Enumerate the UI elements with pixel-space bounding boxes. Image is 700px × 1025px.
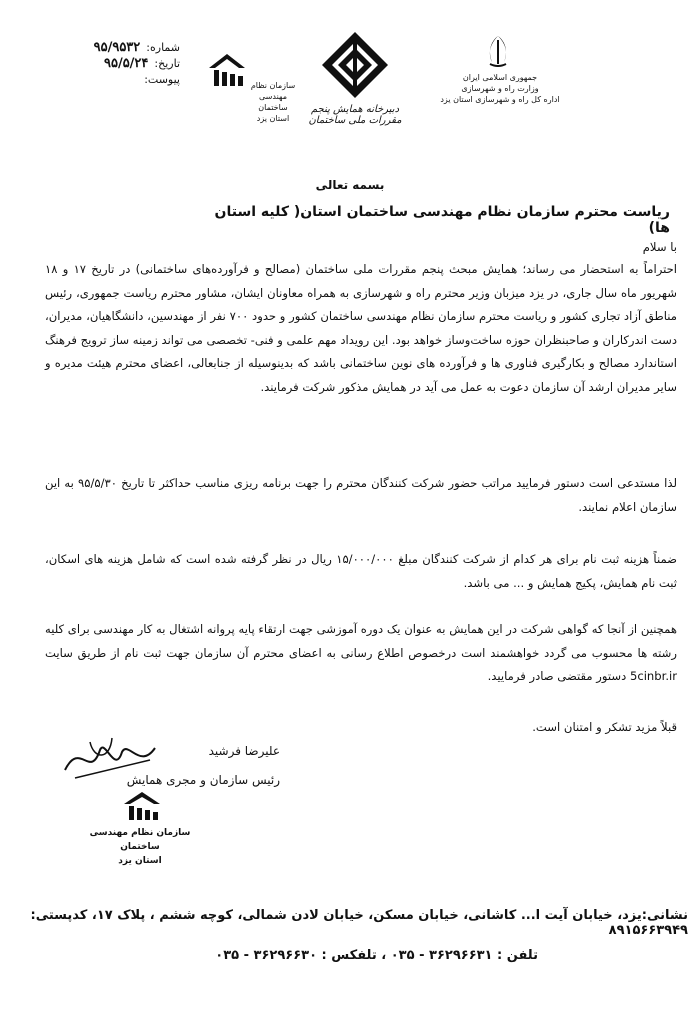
basmala: بسمه تعالی <box>315 178 385 192</box>
signer-title: رئیس سازمان و مجری همایش <box>126 773 280 787</box>
paragraph-fee: ضمناً هزینه ثبت نام برای هر کدام از شرکت کنندگان مبلغ ۱۵/۰۰۰/۰۰۰ ریال در نظر گرفته شده است که شامل هزینه های اسکان، ثبت نام همایش، پکیج همایش و ... می باشد. <box>45 552 677 590</box>
signer-name: علیرضا فرشید <box>208 744 280 758</box>
paragraph-certificate: همچنین از آنجا که گواهی شرکت در این همایش به عنوان یک دوره آموزشی جهت ارتقاء پایه پروانه اشتغال به کار مهندسی برای کلیه رشته ها محسوب می گردد خواهشمند است درخصوص اطلاع رسانی به اعضای محترم آن سازمان جهت ثبت نام از طریق سایت 5cinbr.ir دستور مقتضی صادر فرمایید. <box>45 622 677 683</box>
paragraph-registration-deadline: لذا مستدعی است دستور فرمایید مراتب حضور شرکت کنندگان محترم را جهت برنامه ریزی مناسب حداکثر تا تاریخ ۹۵/۵/۳۰ به این سازمان اعلام نمایند. <box>45 476 677 514</box>
stamp-logo <box>120 790 164 822</box>
conference-emblem-icon <box>320 30 390 100</box>
stamp-building-icon <box>120 790 164 822</box>
reference-block <box>30 40 180 88</box>
number-label: شماره: <box>146 41 180 54</box>
iran-emblem-icon <box>480 32 516 68</box>
recipient-heading: ریاست محترم سازمان نظام مهندسی ساختمان استان( کلیه استان ها) <box>214 204 670 236</box>
greeting: با سلام <box>642 240 677 254</box>
building-logo-icon <box>205 50 249 90</box>
stamp-province: استان یزد <box>118 856 162 866</box>
date-label: تاریخ: <box>154 57 180 70</box>
engineering-org-name: سازمان نظام مهندسی ساختمان <box>250 81 296 112</box>
stamp-org: سازمان نظام مهندسی ساختمان <box>89 828 191 852</box>
date-value: ۹۵/۵/۲۴ <box>103 56 149 71</box>
paragraph-invitation: احتراماً به استحضار می رساند؛ همایش مبحث پنجم مقررات ملی ساختمان (مصالح و فرآورده‌های ساختمانی) در تاریخ ۱۷ و ۱۸ شهریور ماه سال جاری، در یزد میزبان وزیر محترم راه و شهرسازی به همراه معاونان ایشان، مشاور محترم ریاست جمهوری، رئیس مناطق آزاد تجاری کشور و ریاست محترم سازمان نظام مهندسی ساختمان کشور و حدود ۷۰۰ نفر از مهندسین، دانشگاهیان، مدیران، دست اندرکاران و صاحبنظران حوزه ساخت‌وساز خواهد بود. این رویداد مهم علمی و فنی- تخصصی می تواند زمینه ساز ترویج فرهنگ استاندارد مصالح و بکارگیری فناوری ها و فرآورده های نوین ساختمانی باشد که بدینوسیله از جنابعالی، اعضای محترم هیئت مدیره و سایر مدیران ارشد آن سازمان دعوت به عمل می آید در همایش مذکور شرکت فرمایند. <box>45 262 677 394</box>
engineering-org-province: استان یزد <box>256 114 290 123</box>
footer-phones: تلفن : ۳۶۲۹۶۶۳۱ - ۰۳۵ ، تلفکس : ۳۶۲۹۶۶۳۰ - ۰۳۵ <box>215 948 538 963</box>
number-value: ۹۵/۹۵۳۲ <box>93 40 141 55</box>
attachment-label: پیوست: <box>144 73 180 86</box>
ministry-name: وزارت راه و شهرسازی <box>461 84 539 93</box>
directorate-name: اداره کل راه و شهرسازی استان یزد <box>440 95 560 104</box>
conference-secretariat: دبیرخانه همایش پنجم <box>310 104 400 115</box>
footer-address: نشانی:یزد، خیابان آیت ا... کاشانی، خیابان مسکن، خیابان لادن شمالی، کوچه ششم ، پلاک ۱۷، کدپستی: ۸۹۱۵۶۶۳۹۴۹ <box>30 908 688 938</box>
country-name: جمهوری اسلامی ایران <box>462 73 538 82</box>
stamp-text <box>80 826 200 868</box>
closing-thanks: قبلاً مزید تشکر و امتنان است. <box>532 720 677 734</box>
conference-subject: مقررات ملی ساختمان <box>308 115 402 126</box>
